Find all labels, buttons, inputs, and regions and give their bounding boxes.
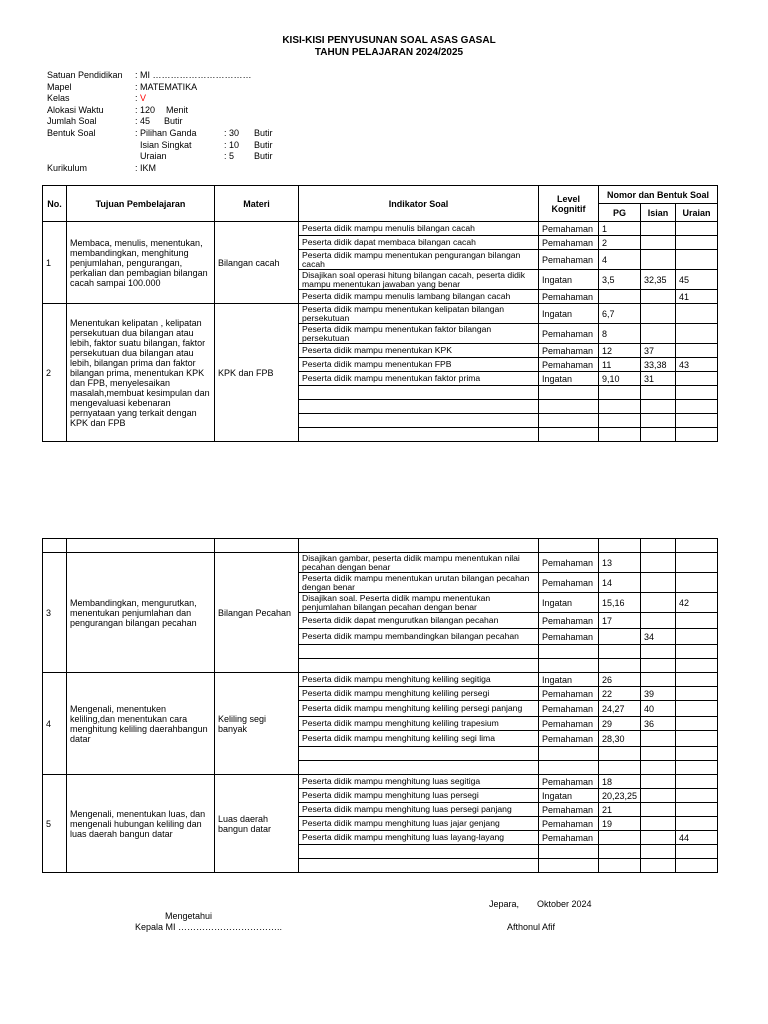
nomor-pg (599, 428, 641, 442)
nomor-isian (641, 236, 676, 250)
level-kognitif (539, 761, 599, 775)
nomor-pg (599, 845, 641, 859)
nomor-isian (641, 747, 676, 761)
nomor-isian (641, 673, 676, 687)
level-kognitif: Ingatan (539, 673, 599, 687)
indikator-soal: Peserta didik mampu menghitung luas layang-layang (299, 831, 539, 845)
nomor-pg: 3,5 (599, 270, 641, 290)
header-isian: Isian (641, 204, 676, 222)
nomor-pg (599, 747, 641, 761)
nomor-uraian: 41 (676, 290, 718, 304)
kurikulum-label: Kurikulum (47, 162, 88, 173)
document-title: KISI-KISI PENYUSUNAN SOAL ASAS GASAL (282, 35, 496, 46)
level-kognitif: Pemahaman (539, 817, 599, 831)
nomor-uraian (676, 613, 718, 629)
nomor-isian (641, 645, 676, 659)
level-kognitif: Pemahaman (539, 803, 599, 817)
nomor-pg: 4 (599, 250, 641, 270)
nomor-pg: 22 (599, 687, 641, 701)
materi: KPK dan FPB (215, 304, 299, 442)
nomor-pg: 20,23,25 (599, 789, 641, 803)
nomor-uraian (676, 304, 718, 324)
level-kognitif: Ingatan (539, 593, 599, 613)
level-kognitif: Pemahaman (539, 250, 599, 270)
table-row (43, 539, 718, 553)
indikator-soal (299, 428, 539, 442)
nomor-isian: 36 (641, 717, 676, 731)
bentuk-pg-name: : Pilihan Ganda (135, 127, 197, 138)
tujuan-pembelajaran: Menentukan kelipatan , kelipatan persekutuan dua bilangan atau lebih, faktor suatu bilangan, faktor persekutuan dua bilangan atau lebih, bilangan prima dan faktor bilangan prima, menentukan KPK dan FPB, menyelesaikan masalah,membuat kesimpulan dan mengevaluasi kebenaran pernyataan yang terkait dengan KPK dan FPB (67, 304, 215, 442)
indikator-soal: Peserta didik mampu menentukan kelipatan bilangan persekutuan (299, 304, 539, 324)
level-kognitif: Ingatan (539, 270, 599, 290)
bentuk-isian-name: Isian Singkat (140, 139, 192, 150)
level-kognitif (539, 400, 599, 414)
header-level-line1: Level (556, 193, 580, 204)
nomor-uraian (676, 428, 718, 442)
nomor-pg (599, 400, 641, 414)
mapel-value: : MATEMATIKA (135, 81, 198, 92)
indikator-soal: Peserta didik mampu menentukan FPB (299, 358, 539, 372)
bentuk-pg-count: : 30 (224, 127, 240, 138)
nomor-uraian (676, 344, 718, 358)
nomor-pg (599, 831, 641, 845)
alokasi-unit: Menit (166, 104, 189, 115)
section-number: 2 (43, 304, 67, 442)
nomor-uraian (676, 372, 718, 386)
nomor-pg: 29 (599, 717, 641, 731)
mapel-label: Mapel (47, 81, 72, 92)
header-no: No. (43, 186, 67, 222)
nomor-uraian: 44 (676, 831, 718, 845)
nomor-uraian (676, 731, 718, 747)
header-indikator: Indikator Soal (299, 186, 539, 222)
level-kognitif (539, 747, 599, 761)
nomor-pg: 6,7 (599, 304, 641, 324)
nomor-isian (641, 553, 676, 573)
level-kognitif: Pemahaman (539, 775, 599, 789)
level-kognitif (539, 428, 599, 442)
nomor-pg: 28,30 (599, 731, 641, 747)
level-kognitif: Pemahaman (539, 629, 599, 645)
place-date: Oktober 2024 (537, 899, 592, 909)
tujuan-pembelajaran: Membandingkan, mengurutkan, menentukan penjumlahan dan pengurangan bilangan pecahan (67, 553, 215, 673)
bentuk-isian-unit: Butir (254, 139, 273, 150)
bentuk-uraian-unit: Butir (254, 151, 273, 162)
nomor-isian (641, 859, 676, 873)
level-kognitif (539, 645, 599, 659)
indikator-soal: Peserta didik mampu menulis bilangan cacah (299, 222, 539, 236)
nomor-pg: 19 (599, 817, 641, 831)
level-kognitif: Pemahaman (539, 613, 599, 629)
level-kognitif: Pemahaman (539, 717, 599, 731)
level-kognitif: Pemahaman (539, 236, 599, 250)
nomor-isian (641, 659, 676, 673)
nomor-pg: 15,16 (599, 593, 641, 613)
tujuan-pembelajaran: Mengenali, menentuken keliling,dan menentukan cara menghitung keliling daerahbangun datar (67, 673, 215, 775)
nomor-pg (599, 761, 641, 775)
level-kognitif: Ingatan (539, 304, 599, 324)
indikator-soal (299, 645, 539, 659)
indikator-soal: Peserta didik mampu menentukan urutan bilangan pecahan dengan benar (299, 573, 539, 593)
nomor-isian: 40 (641, 701, 676, 717)
level-kognitif: Pemahaman (539, 701, 599, 717)
nomor-uraian (676, 324, 718, 344)
nomor-uraian (676, 803, 718, 817)
nomor-isian (641, 789, 676, 803)
level-kognitif: Pemahaman (539, 344, 599, 358)
kelas-value: V (140, 93, 147, 104)
nomor-pg (599, 659, 641, 673)
nomor-isian (641, 428, 676, 442)
level-kognitif: Pemahaman (539, 831, 599, 845)
section-number: 5 (43, 775, 67, 873)
nomor-uraian (676, 761, 718, 775)
nomor-pg (599, 629, 641, 645)
nomor-pg (599, 645, 641, 659)
indikator-soal (299, 414, 539, 428)
level-kognitif: Pemahaman (539, 731, 599, 747)
tujuan-pembelajaran: Membaca, menulis, menentukan, membandingkan, menghitung penjumlahan, pengurangan, perkalian dan pembagian bilangan cacah sampai 100.000 (67, 222, 215, 304)
indikator-soal: Peserta didik mampu menentukan faktor bilangan persekutuan (299, 324, 539, 344)
nomor-pg: 21 (599, 803, 641, 817)
nomor-uraian (676, 400, 718, 414)
nomor-pg: 8 (599, 324, 641, 344)
indikator-soal: Peserta didik mampu menghitung keliling segitiga (299, 673, 539, 687)
indikator-soal: Peserta didik mampu menghitung luas jajar genjang (299, 817, 539, 831)
indikator-soal: Peserta didik mampu membandingkan bilangan pecahan (299, 629, 539, 645)
level-kognitif: Pemahaman (539, 290, 599, 304)
header-materi: Materi (215, 186, 299, 222)
nomor-pg: 2 (599, 236, 641, 250)
indikator-soal: Disajikan soal. Peserta didik mampu menentukan penjumlahan bilangan pecahan dengan benar (299, 593, 539, 613)
table-row (43, 673, 718, 687)
bentuk-pg-unit: Butir (254, 127, 273, 138)
alokasi-label: Alokasi Waktu (47, 104, 104, 115)
indikator-soal: Peserta didik mampu menulis lambang bilangan cacah (299, 290, 539, 304)
nomor-uraian (676, 789, 718, 803)
indikator-soal (299, 386, 539, 400)
nomor-isian (641, 613, 676, 629)
nomor-uraian (676, 553, 718, 573)
nomor-isian: 37 (641, 344, 676, 358)
kurikulum-value: : IKM (135, 162, 157, 173)
kepala-label: Kepala MI …………………………….. (135, 922, 283, 932)
nomor-isian (641, 775, 676, 789)
level-kognitif: Pemahaman (539, 324, 599, 344)
satuan-label: Satuan Pendidikan (47, 70, 123, 80)
nomor-pg: 1 (599, 222, 641, 236)
nomor-uraian (676, 687, 718, 701)
nomor-isian (641, 290, 676, 304)
nomor-uraian (676, 701, 718, 717)
section-number: 3 (43, 553, 67, 673)
indikator-soal: Peserta didik dapat membaca bilangan cacah (299, 236, 539, 250)
kisi-table-page1 (42, 185, 718, 442)
nomor-isian (641, 761, 676, 775)
indikator-soal: Peserta didik mampu menghitung keliling trapesium (299, 717, 539, 731)
nomor-isian (641, 386, 676, 400)
nomor-uraian (676, 659, 718, 673)
nomor-uraian (676, 250, 718, 270)
indikator-soal (299, 859, 539, 873)
section-number: 4 (43, 673, 67, 775)
table-row (43, 304, 718, 324)
indikator-soal: Peserta didik mampu menentukan pengurangan bilangan cacah (299, 250, 539, 270)
nomor-pg (599, 290, 641, 304)
nomor-uraian (676, 236, 718, 250)
nomor-isian: 31 (641, 372, 676, 386)
jumlah-label: Jumlah Soal (47, 116, 97, 127)
bentuk-uraian-name: Uraian (140, 151, 167, 162)
nomor-uraian: 42 (676, 593, 718, 613)
indikator-soal: Peserta didik mampu menentukan faktor prima (299, 372, 539, 386)
mengetahui-label: Mengetahui (165, 911, 213, 921)
nomor-pg: 12 (599, 344, 641, 358)
nomor-uraian (676, 414, 718, 428)
nomor-pg (599, 386, 641, 400)
level-kognitif: Pemahaman (539, 222, 599, 236)
header-tujuan: Tujuan Pembelajaran (67, 186, 215, 222)
indikator-soal: Peserta didik mampu menghitung keliling persegi (299, 687, 539, 701)
level-kognitif: Pemahaman (539, 573, 599, 593)
level-kognitif (539, 386, 599, 400)
level-kognitif (539, 859, 599, 873)
nomor-isian (641, 831, 676, 845)
nomor-uraian (676, 386, 718, 400)
jumlah-value: : 45 (135, 116, 151, 127)
nomor-isian (641, 414, 676, 428)
nomor-uraian (676, 629, 718, 645)
indikator-soal: Disajikan soal operasi hitung bilangan cacah, peserta didik mampu menentukan jawaban yang benar (299, 270, 539, 290)
nomor-isian (641, 803, 676, 817)
materi: Bilangan Pecahan (215, 553, 299, 673)
jumlah-unit: Butir (164, 116, 183, 127)
nomor-pg (599, 414, 641, 428)
indikator-soal: Peserta didik mampu menghitung keliling persegi panjang (299, 701, 539, 717)
materi: Luas daerah bangun datar (215, 775, 299, 873)
nomor-isian (641, 731, 676, 747)
indikator-soal: Peserta didik dapat mengurutkan bilangan pecahan (299, 613, 539, 629)
nomor-pg: 11 (599, 358, 641, 372)
indikator-soal: Peserta didik mampu menentukan KPK (299, 344, 539, 358)
indikator-soal: Peserta didik mampu menghitung luas segitiga (299, 775, 539, 789)
nomor-uraian (676, 859, 718, 873)
header-level (539, 186, 599, 222)
kisi-table-page2 (42, 538, 718, 873)
bentuk-uraian-count: : 5 (224, 151, 235, 162)
header-uraian: Uraian (676, 204, 718, 222)
nomor-pg: 9,10 (599, 372, 641, 386)
table-row (43, 553, 718, 573)
materi: Bilangan cacah (215, 222, 299, 304)
bentuk-isian-count: : 10 (224, 139, 240, 150)
nomor-isian (641, 222, 676, 236)
section-number: 1 (43, 222, 67, 304)
alokasi-value: : 120 (135, 104, 156, 115)
table-row (43, 222, 718, 236)
satuan-value: : MI …………………………… (135, 70, 252, 80)
nomor-uraian (676, 817, 718, 831)
indikator-soal: Disajikan gambar, peserta didik mampu menentukan nilai pecahan dengan benar (299, 553, 539, 573)
level-kognitif (539, 845, 599, 859)
nomor-isian (641, 304, 676, 324)
table-row (43, 775, 718, 789)
nomor-pg: 24,27 (599, 701, 641, 717)
level-kognitif (539, 659, 599, 673)
kelas-label: Kelas (47, 93, 70, 104)
signer-name: Afthonul Afif (507, 922, 556, 932)
bentuk-label: Bentuk Soal (47, 127, 96, 138)
indikator-soal: Peserta didik mampu menghitung luas persegi (299, 789, 539, 803)
header-nomor: Nomor dan Bentuk Soal (599, 186, 718, 204)
nomor-uraian (676, 845, 718, 859)
nomor-uraian (676, 645, 718, 659)
nomor-uraian: 45 (676, 270, 718, 290)
indikator-soal: Peserta didik mampu menghitung luas persegi panjang (299, 803, 539, 817)
level-kognitif: Pemahaman (539, 553, 599, 573)
nomor-uraian: 43 (676, 358, 718, 372)
tujuan-pembelajaran: Mengenali, menentukan luas, dan mengenali hubungan keliling dan luas daerah bangun datar (67, 775, 215, 873)
level-kognitif: Pemahaman (539, 687, 599, 701)
nomor-isian (641, 324, 676, 344)
indikator-soal (299, 845, 539, 859)
header-pg: PG (599, 204, 641, 222)
indikator-soal (299, 659, 539, 673)
header-level-line2: Kognitif (551, 203, 586, 214)
level-kognitif: Ingatan (539, 372, 599, 386)
indikator-soal (299, 400, 539, 414)
nomor-isian: 34 (641, 629, 676, 645)
nomor-isian: 32,35 (641, 270, 676, 290)
nomor-pg (599, 859, 641, 873)
level-kognitif: Pemahaman (539, 358, 599, 372)
nomor-uraian (676, 717, 718, 731)
nomor-uraian (676, 222, 718, 236)
nomor-isian (641, 817, 676, 831)
nomor-isian (641, 573, 676, 593)
nomor-pg: 14 (599, 573, 641, 593)
nomor-isian (641, 250, 676, 270)
indikator-soal: Peserta didik mampu menghitung keliling segi lima (299, 731, 539, 747)
nomor-uraian (676, 775, 718, 789)
nomor-uraian (676, 573, 718, 593)
nomor-uraian (676, 673, 718, 687)
nomor-isian: 39 (641, 687, 676, 701)
nomor-pg: 26 (599, 673, 641, 687)
indikator-soal (299, 761, 539, 775)
nomor-pg: 13 (599, 553, 641, 573)
nomor-pg: 17 (599, 613, 641, 629)
place-city: Jepara, (489, 899, 520, 909)
document-subtitle: TAHUN PELAJARAN 2024/2025 (314, 47, 464, 58)
materi: Keliling segi banyak (215, 673, 299, 775)
kelas-colon: : (135, 93, 141, 104)
nomor-pg: 18 (599, 775, 641, 789)
level-kognitif (539, 414, 599, 428)
nomor-isian (641, 845, 676, 859)
nomor-uraian (676, 747, 718, 761)
nomor-isian (641, 593, 676, 613)
nomor-isian: 33,38 (641, 358, 676, 372)
indikator-soal (299, 747, 539, 761)
nomor-isian (641, 400, 676, 414)
level-kognitif: Ingatan (539, 789, 599, 803)
